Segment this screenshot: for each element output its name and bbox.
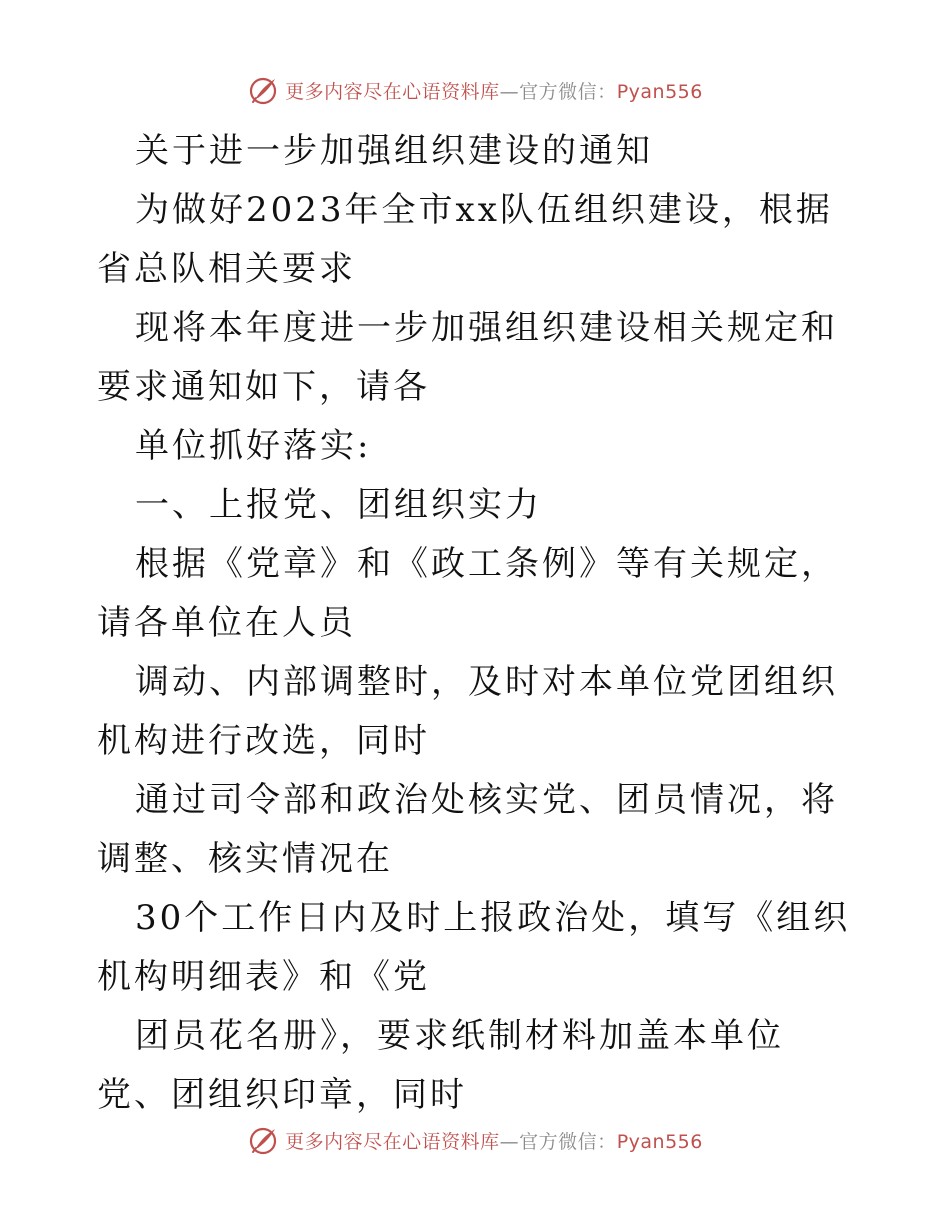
quill-circle-icon [247, 74, 279, 106]
paragraph: 单位抓好落实: [135, 426, 372, 466]
paragraph: 根据《党章》和《政工条例》等有关规定，请各单位在人员 [97, 544, 838, 643]
header-banner [0, 70, 950, 110]
banner-main-text: 更多内容尽在心语资料库 [285, 80, 500, 103]
banner-wechat-label: 官方微信： [519, 1130, 617, 1153]
banner-dash: — [499, 1130, 520, 1153]
footer-banner [0, 1120, 950, 1160]
document-body [97, 122, 857, 1125]
paragraph: 为做好2023年全市xx队伍组织建设，根据省总队相关要求 [97, 190, 833, 289]
doc-title: 关于进一步加强组织建设的通知 [135, 131, 653, 171]
section-heading: 一、上报党、团组织实力 [135, 485, 542, 525]
banner-text [285, 1127, 703, 1154]
banner-wechat-label: 官方微信： [519, 80, 617, 103]
banner-main-text: 更多内容尽在心语资料库 [285, 1130, 500, 1153]
header-banner-content [247, 74, 703, 106]
paragraph: 通过司令部和政治处核实党、团员情况，将调整、核实情况在 [97, 780, 838, 879]
banner-dash: — [499, 80, 520, 103]
banner-wechat-id: Pyan556 [616, 80, 703, 103]
paragraph: 调动、内部调整时，及时对本单位党团组织机构进行改选，同时 [97, 662, 838, 761]
paragraph: 团员花名册》，要求纸制材料加盖本单位党、团组织印章，同时 [97, 1016, 784, 1115]
banner-text [285, 77, 703, 104]
paragraph: 30个工作日内及时上报政治处，填写《组织机构明细表》和《党 [97, 898, 851, 997]
banner-wechat-id: Pyan556 [616, 1130, 703, 1153]
footer-banner-content [247, 1124, 703, 1156]
paragraph: 现将本年度进一步加强组织建设相关规定和要求通知如下，请各 [97, 308, 838, 407]
quill-circle-icon [247, 1124, 279, 1156]
